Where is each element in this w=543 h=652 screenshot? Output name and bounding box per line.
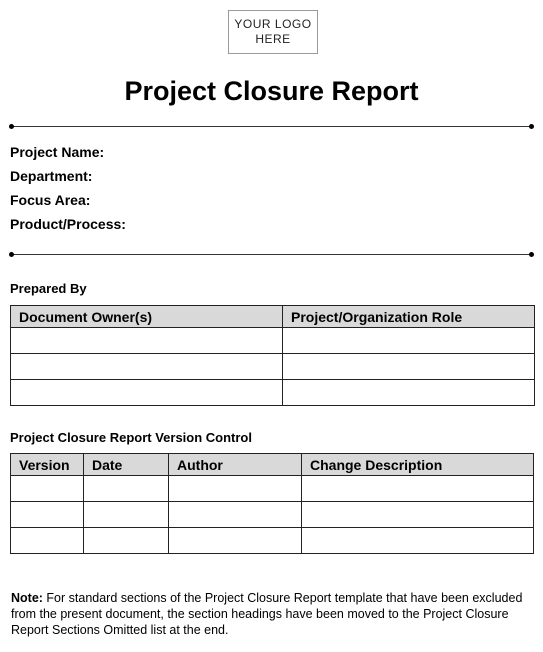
table-header-row	[11, 454, 534, 476]
table-cell[interactable]	[11, 502, 84, 528]
field-department: Department:	[10, 168, 93, 184]
table-cell[interactable]	[283, 328, 535, 354]
table-cell[interactable]	[11, 380, 283, 406]
field-project-name: Project Name:	[10, 144, 105, 160]
table-row	[11, 380, 535, 406]
table-cell[interactable]	[11, 528, 84, 554]
table-cell[interactable]	[11, 328, 283, 354]
logo-text-line-2: HERE	[255, 32, 291, 46]
table-cell[interactable]	[84, 476, 169, 502]
table-cell[interactable]	[169, 528, 302, 554]
table-row	[11, 502, 534, 528]
col-version: Version	[11, 454, 84, 476]
table-cell[interactable]	[302, 528, 534, 554]
prepared-by-label: Prepared By	[10, 281, 87, 296]
table-cell[interactable]	[169, 502, 302, 528]
field-focus-area: Focus Area:	[10, 192, 91, 208]
divider-middle	[11, 254, 532, 255]
col-change-description: Change Description	[302, 454, 534, 476]
table-cell[interactable]	[84, 528, 169, 554]
prepared-by-table	[10, 305, 535, 406]
table-row	[11, 528, 534, 554]
table-row	[11, 354, 535, 380]
table-cell[interactable]	[11, 476, 84, 502]
note-text: For standard sections of the Project Closure Report template that have been excluded from the present document, the section headings have been moved to the Project Closure Report Sections Omitted list at the end.	[11, 591, 523, 637]
table-row	[11, 328, 535, 354]
divider-top	[11, 126, 532, 127]
col-document-owners: Document Owner(s)	[11, 306, 283, 328]
page-title: Project Closure Report	[124, 76, 419, 106]
table-cell[interactable]	[84, 502, 169, 528]
table-cell[interactable]	[283, 354, 535, 380]
logo-placeholder	[228, 10, 318, 54]
col-author: Author	[169, 454, 302, 476]
table-cell[interactable]	[11, 354, 283, 380]
table-cell[interactable]	[302, 476, 534, 502]
note-paragraph	[11, 590, 536, 638]
col-project-organization-role: Project/Organization Role	[283, 306, 535, 328]
table-header-row	[11, 306, 535, 328]
logo-text-line-1: YOUR LOGO	[234, 17, 312, 31]
field-product-process: Product/Process:	[10, 216, 126, 232]
table-cell[interactable]	[169, 476, 302, 502]
table-row	[11, 476, 534, 502]
table-cell[interactable]	[283, 380, 535, 406]
version-control-table	[10, 453, 534, 554]
note-label: Note:	[11, 591, 43, 605]
col-date: Date	[84, 454, 169, 476]
table-cell[interactable]	[302, 502, 534, 528]
version-control-label: Project Closure Report Version Control	[10, 430, 252, 445]
